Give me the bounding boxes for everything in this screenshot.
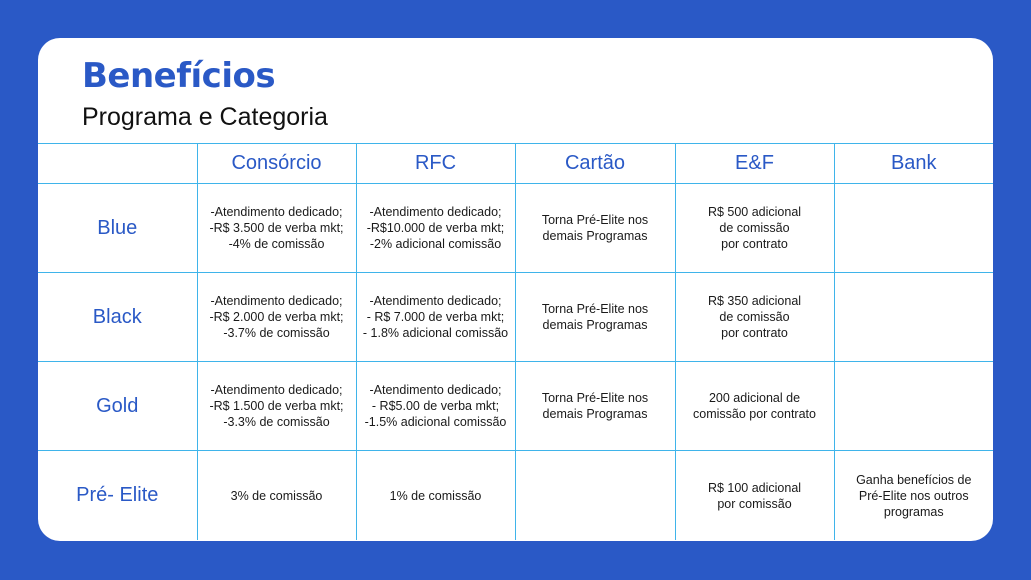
cell-line: 200 adicional de (708, 391, 801, 405)
cell-line: 1% de comissão (389, 488, 482, 503)
cell-ef (675, 273, 834, 362)
table-header-row (38, 144, 993, 184)
cell-line: por contrato (721, 326, 788, 340)
benefits-table (38, 143, 993, 540)
cell-line: 3% de comissão (230, 488, 323, 503)
cell-consorcio (197, 362, 356, 451)
cell-line: -Atendimento dedicado; (369, 205, 502, 219)
cell-line: Torna Pré-Elite nos (541, 391, 649, 405)
cell-cartao (515, 184, 675, 273)
table-row (38, 362, 993, 451)
cell-rfc (356, 451, 515, 541)
cell-line: -Atendimento dedicado; (210, 383, 343, 397)
cell-line: -4% de comissão (228, 237, 325, 251)
page-subtitle: Programa e Categoria (82, 103, 328, 131)
cell-rfc (356, 273, 515, 362)
cell-line: Torna Pré-Elite nos (541, 213, 649, 227)
column-header-cartao: Cartão (515, 144, 675, 184)
cell-ef (675, 184, 834, 273)
cell-line: -R$ 3.500 de verba mkt; (209, 221, 344, 235)
row-label: Pré- Elite (38, 451, 197, 541)
cell-line: - 1.8% adicional comissão (362, 326, 509, 340)
cell-bank (834, 362, 993, 451)
header-corner (38, 144, 197, 184)
cell-rfc (356, 362, 515, 451)
cell-bank (834, 184, 993, 273)
cell-line: -Atendimento dedicado; (210, 205, 343, 219)
column-header-consorcio: Consórcio (197, 144, 356, 184)
cell-line: de comissão (719, 221, 790, 235)
cell-line: - R$ 7.000 de verba mkt; (366, 310, 505, 324)
cell-rfc (356, 184, 515, 273)
cell-line: -3.3% de comissão (223, 415, 330, 429)
cell-line: -Atendimento dedicado; (369, 294, 502, 308)
cell-line: R$ 100 adicional (707, 480, 802, 495)
column-header-bank: Bank (834, 144, 993, 184)
cell-line: -Atendimento dedicado; (210, 294, 343, 308)
table-row (38, 184, 993, 273)
table-row (38, 451, 993, 541)
cell-line: -1.5% adicional comissão (364, 415, 507, 429)
cell-line: Ganha benefícios de (856, 472, 972, 487)
cell-line: -Atendimento dedicado; (369, 383, 502, 397)
row-label: Blue (38, 184, 197, 273)
cell-consorcio (197, 451, 356, 541)
cell-line: -2% adicional comissão (369, 237, 502, 251)
cell-line: -R$ 2.000 de verba mkt; (209, 310, 344, 324)
table-body (38, 184, 993, 541)
cell-line: Torna Pré-Elite nos (541, 302, 649, 316)
table-row (38, 273, 993, 362)
cell-cartao (515, 273, 675, 362)
cell-line: -3.7% de comissão (223, 326, 330, 340)
cell-ef (675, 362, 834, 451)
column-header-ef: E&F (675, 144, 834, 184)
cell-line: demais Programas (542, 229, 648, 243)
cell-line: R$ 350 adicional (707, 294, 802, 308)
cell-line: programas (883, 504, 944, 519)
page-title: Benefícios (82, 56, 276, 96)
cell-line: demais Programas (542, 407, 648, 421)
cell-ef (675, 451, 834, 541)
cell-line: por contrato (721, 237, 788, 251)
cell-bank (834, 273, 993, 362)
cell-line: comissão por contrato (693, 407, 816, 421)
cell-line: - R$5.00 de verba mkt; (371, 399, 500, 413)
cell-consorcio (197, 273, 356, 362)
cell-line: -R$10.000 de verba mkt; (366, 221, 505, 235)
cell-line: por comissão (717, 496, 792, 511)
cell-line: Pré-Elite nos outros (858, 488, 969, 503)
row-label: Gold (38, 362, 197, 451)
cell-line: R$ 500 adicional (707, 205, 802, 219)
cell-line: de comissão (719, 310, 790, 324)
cell-line: -R$ 1.500 de verba mkt; (209, 399, 344, 413)
cell-line: demais Programas (542, 318, 648, 332)
column-header-rfc: RFC (356, 144, 515, 184)
cell-consorcio (197, 184, 356, 273)
cell-cartao (515, 451, 675, 541)
cell-cartao (515, 362, 675, 451)
row-label: Black (38, 273, 197, 362)
benefits-card (38, 38, 993, 541)
cell-bank (834, 451, 993, 541)
